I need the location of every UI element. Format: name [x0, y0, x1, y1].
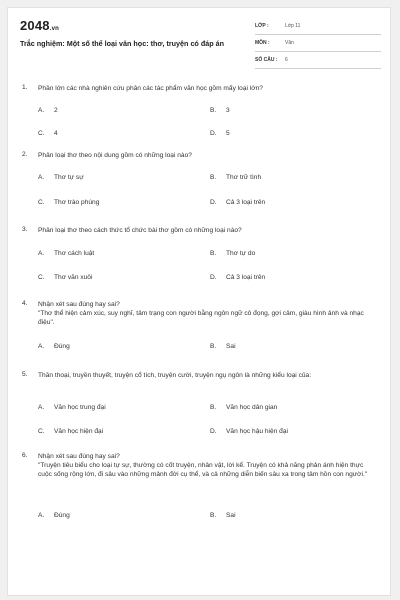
- question-number: 5.: [22, 371, 28, 378]
- question-number: 2.: [22, 151, 28, 158]
- question-text: Thần thoại, truyền thuyết, truyện cổ tích, truyện cười, truyện ngụ ngôn là những kiểu loại của:: [38, 372, 312, 379]
- option-a[interactable]: A. Đúng: [38, 343, 70, 350]
- meta-row-class: [255, 20, 381, 35]
- option-c[interactable]: C. 4: [38, 130, 58, 137]
- site-logo[interactable]: [20, 18, 59, 33]
- option-d[interactable]: D. 5: [210, 130, 230, 137]
- question-text: [38, 452, 378, 479]
- meta-row-question-count: [255, 54, 381, 69]
- question-text: Phân loại thơ theo cách thức tổ chức bài thơ gồm có những loại nào?: [38, 227, 242, 234]
- option-c[interactable]: C. Thơ văn xuôi: [38, 274, 93, 281]
- logo-suffix: .vn: [49, 26, 60, 32]
- worksheet-header: [8, 8, 390, 74]
- question-number: 6.: [22, 452, 28, 459]
- option-b[interactable]: B. Sai: [210, 343, 236, 350]
- option-d[interactable]: D. Cả 3 loại trên: [210, 274, 266, 281]
- question-text: Phần lớn các nhà nghiên cứu phân các tác phẩm văn học gồm mấy loại lớn?: [38, 85, 263, 92]
- question-number: 4.: [22, 300, 28, 307]
- meta-label-subject: MÔN :: [255, 40, 270, 46]
- meta-value-class: Lớp 11: [285, 23, 301, 29]
- option-a[interactable]: A. Văn học trung đại: [38, 404, 106, 411]
- worksheet-meta: [255, 20, 381, 71]
- question-text: Phân loại thơ theo nội dung gồm có những loại nào?: [38, 152, 192, 159]
- worksheet-title: Trắc nghiệm: Một số thể loại văn học: thơ, truyện có đáp án: [20, 39, 224, 48]
- question-number: 1.: [22, 84, 28, 91]
- option-c[interactable]: C. Thơ trào phúng: [38, 199, 100, 206]
- option-b[interactable]: B. Thơ tự do: [210, 250, 256, 257]
- worksheet-page: [7, 7, 391, 596]
- option-d[interactable]: D. Văn học hậu hiện đại: [210, 428, 288, 435]
- meta-row-subject: [255, 37, 381, 52]
- option-a[interactable]: A. Thơ tự sự: [38, 174, 84, 181]
- option-a[interactable]: A. Đúng: [38, 512, 70, 519]
- meta-label-class: LỚP :: [255, 23, 269, 29]
- question-quote: "Truyện tiêu biểu cho loại tự sự, thường có cốt truyện, nhân vật, lời kể. Truyện có khả năng phản ánh hiện thực cuộc sống rộng lớn, đi sâu vào những mảnh đời cụ thể, và cả những diễn biến sâu xa trong tâm hồn con người.": [38, 462, 368, 478]
- option-b[interactable]: B. Sai: [210, 512, 236, 519]
- option-a[interactable]: A. Thơ cách luật: [38, 250, 95, 257]
- option-b[interactable]: B. 3: [210, 107, 230, 114]
- option-c[interactable]: C. Văn học hiện đại: [38, 428, 104, 435]
- option-b[interactable]: B. Văn học dân gian: [210, 404, 278, 411]
- question-prompt: Nhận xét sau đúng hay sai?: [38, 301, 120, 308]
- meta-value-question-count: 6: [285, 57, 288, 63]
- option-b[interactable]: B. Thơ trữ tình: [210, 174, 262, 181]
- option-a[interactable]: A. 2: [38, 107, 58, 114]
- question-quote: "Thơ thể hiện cảm xúc, suy nghĩ, tâm trạng con người bằng ngôn ngữ cô đọng, gợi cảm, giàu hình ảnh và nhạc điệu".: [38, 310, 364, 326]
- question-text: [38, 300, 378, 327]
- meta-label-question-count: SỐ CÂU :: [255, 57, 278, 63]
- meta-value-subject: Văn: [285, 40, 294, 46]
- logo-text: 2048: [20, 18, 50, 33]
- question-number: 3.: [22, 226, 28, 233]
- question-prompt: Nhận xét sau đúng hay sai?: [38, 453, 120, 460]
- option-d[interactable]: D. Cả 3 loại trên: [210, 199, 266, 206]
